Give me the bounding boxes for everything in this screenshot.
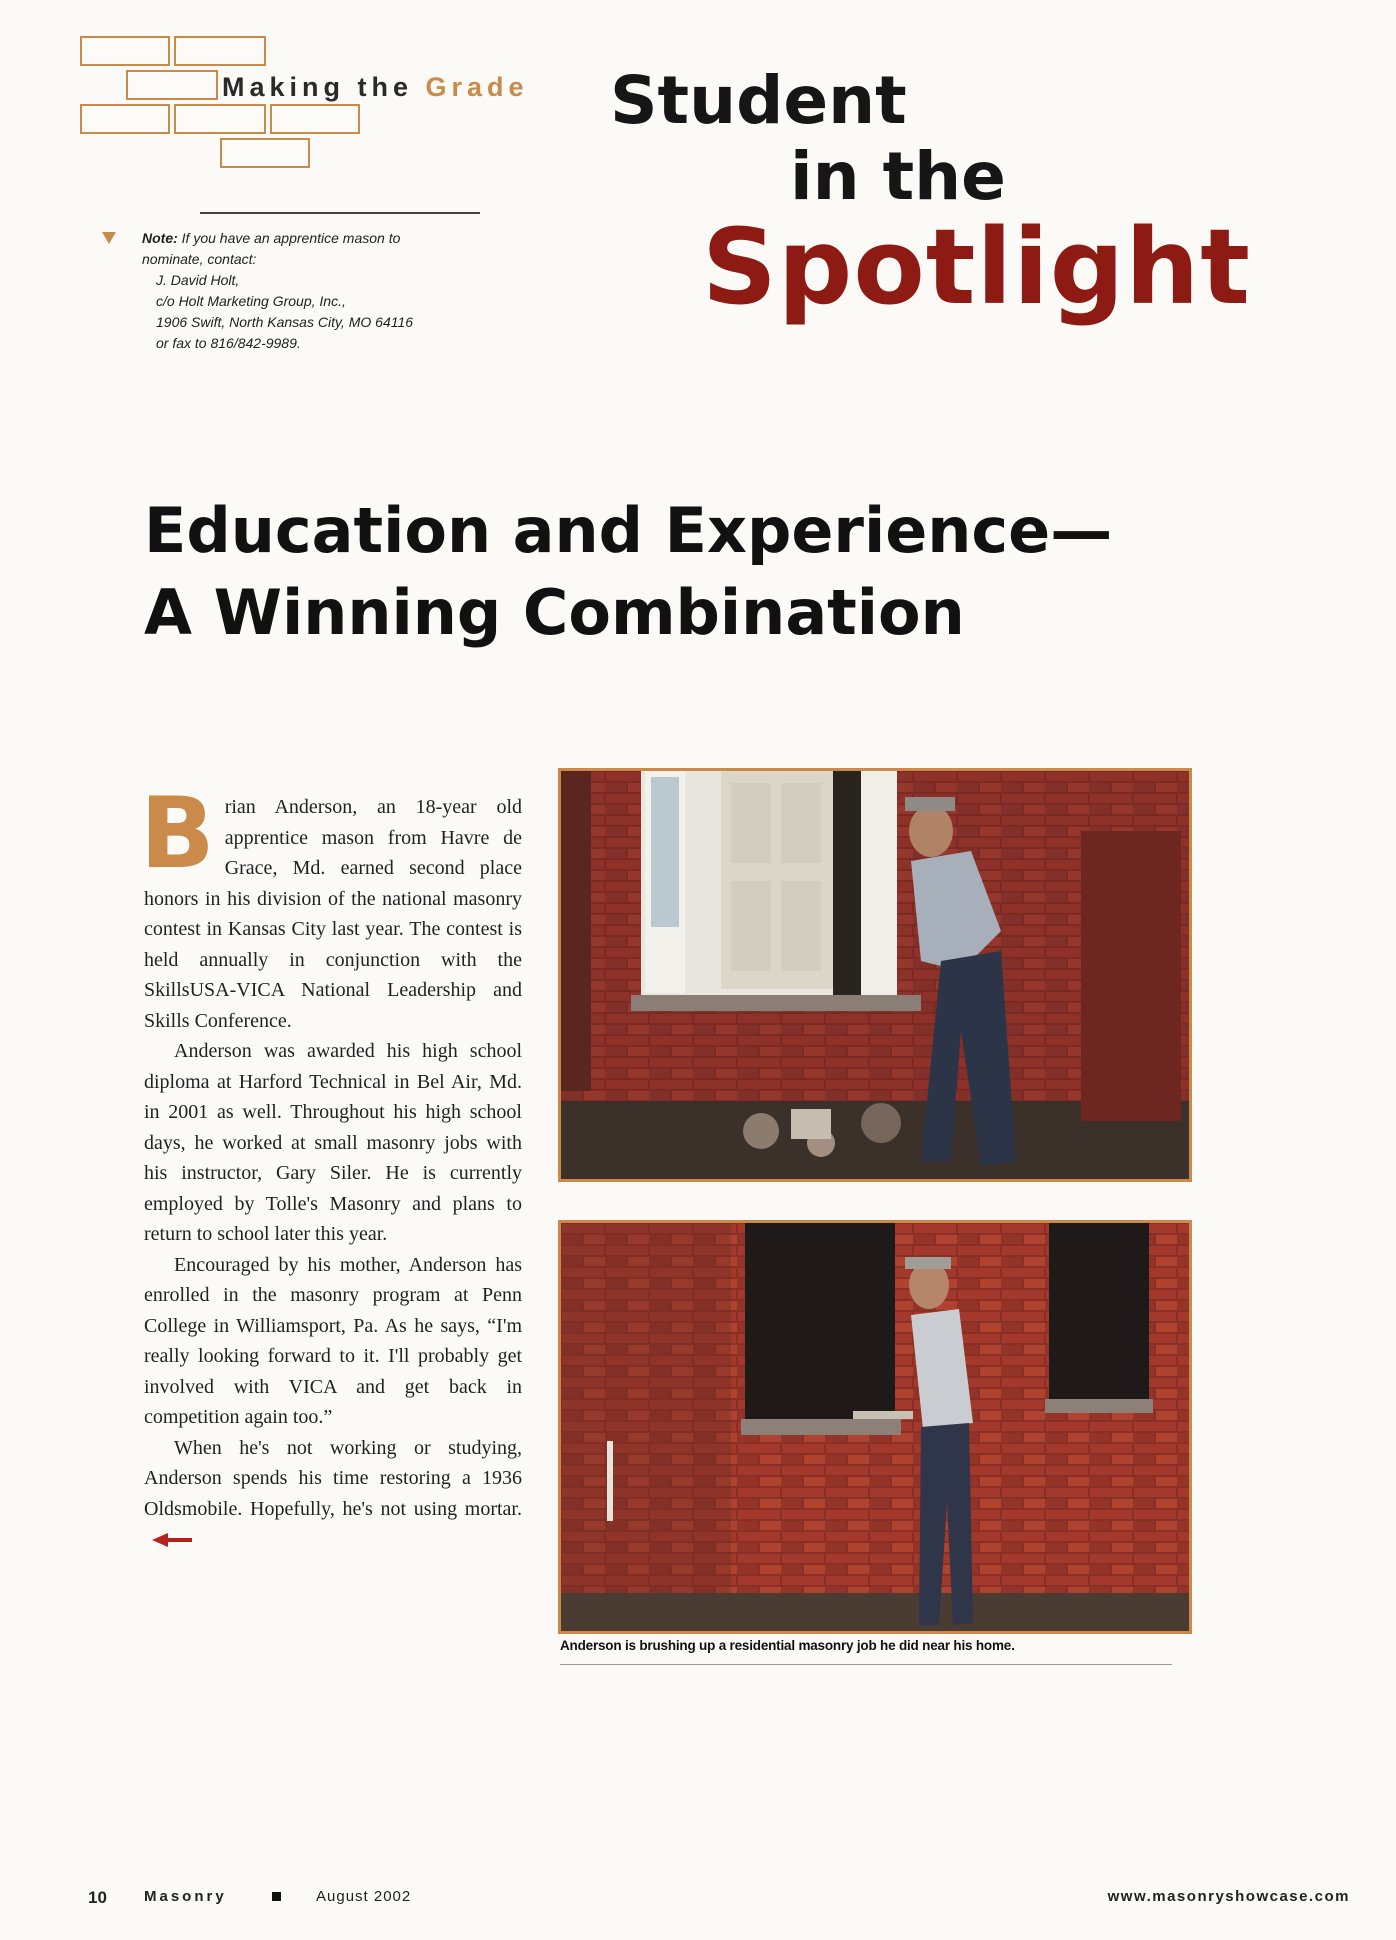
headline-line2: A Winning Combination <box>144 576 965 649</box>
paragraph-3: Encouraged by his mother, Anderson has enrolled in the masonry program at Penn College in Williamsport, Pa. As he says, “I'm really looking forward to it. I'll probably get involved with VICA and get back in competition again too.” <box>144 1253 522 1428</box>
footer-magazine: Masonry <box>144 1888 227 1905</box>
paragraph-2: Anderson was awarded his high school diploma at Harford Technical in Bel Air, Md. in 2001 as well. Throughout his high school days, he worked at small masonry jobs with his instructor, Gary Siler. He is currently employed by Tolle's Masonry and plans to return to school later this year. <box>144 1040 522 1245</box>
paragraph-4-text: When he's not working or studying, Anderson spends his time restoring a 1936 Oldsmobile. Hopefully, he's not using mortar. <box>144 1436 522 1520</box>
note-company: c/o Holt Marketing Group, Inc., <box>156 293 346 309</box>
note-text: If you have an apprentice mason to <box>181 230 401 246</box>
section-kicker-main: Making the <box>222 72 426 102</box>
photo-window <box>558 1220 1192 1634</box>
title-in-the: in the <box>790 138 1006 215</box>
caption-rule <box>560 1664 1172 1665</box>
drop-cap: B <box>140 777 215 891</box>
note-line2: nominate, contact: <box>142 251 257 267</box>
note-name: J. David Holt, <box>156 272 240 288</box>
paragraph-1: rian Anderson, an 18-year old apprentice mason from Havre de Grace, Md. earned second place honors in his division of the national masonry contest in Kansas City last year. The contest is held annually in conjunction with the SkillsUSA-VICA National Leadership and Skills Conference. <box>144 796 522 1032</box>
headline-line1: Education and Experience— <box>144 494 1113 567</box>
section-kicker <box>222 72 529 103</box>
square-bullet-icon <box>272 1892 281 1901</box>
page-number: 10 <box>88 1888 107 1907</box>
nomination-note <box>142 228 602 354</box>
note-fax: or fax to 816/842-9989. <box>156 335 301 351</box>
article-headline <box>144 490 1294 654</box>
footer-date: August 2002 <box>316 1888 412 1905</box>
photo-caption: Anderson is brushing up a residential masonry job he did near his home. <box>560 1638 1015 1653</box>
note-label: Note: <box>142 230 178 246</box>
article-body <box>140 777 522 1555</box>
end-arrow-icon <box>152 1531 196 1549</box>
title-spotlight: Spotlight <box>702 206 1252 328</box>
note-address: 1906 Swift, North Kansas City, MO 64116 <box>156 314 414 330</box>
section-kicker-accent: Grade <box>425 72 529 102</box>
triangle-down-icon <box>102 232 116 244</box>
photo-doorway <box>558 768 1192 1182</box>
brick-logo <box>80 36 380 176</box>
paragraph-4 <box>144 1433 522 1555</box>
footer-url[interactable]: www.masonryshowcase.com <box>1107 1888 1350 1905</box>
divider <box>200 212 480 214</box>
title-student: Student <box>610 62 907 139</box>
